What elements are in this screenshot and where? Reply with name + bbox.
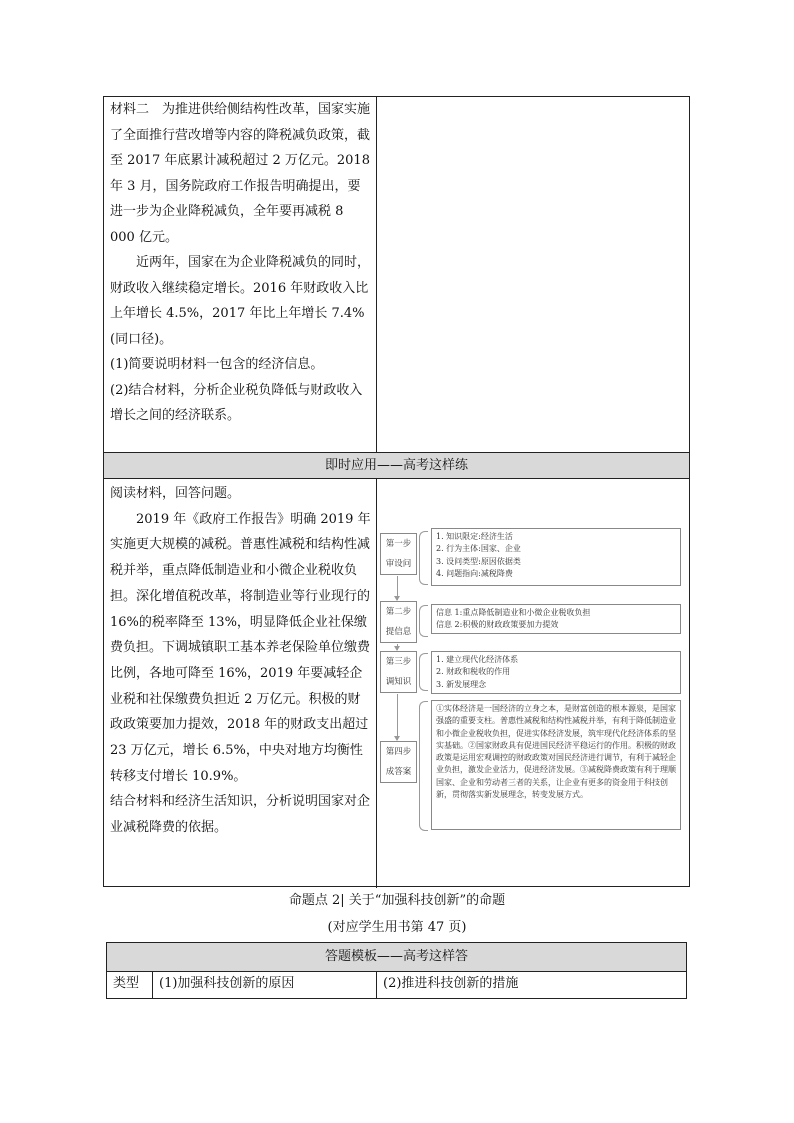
page-reference: (对应学生用书第 47 页) [327,920,467,935]
step-2-item: 信息 1:重点降低制造业和小微企业税收负担 [436,608,591,617]
step-3-label: 第三步 [385,657,412,667]
step-4-content [431,700,681,830]
step-2-content [431,604,681,634]
step-1-box [380,533,417,575]
step-1-content [431,528,681,586]
flow-arrow [397,644,398,650]
step-4-title: 成答案 [385,767,412,777]
step-3-item: 1. 建立现代化经济体系 [436,655,519,664]
reason-header: (1)加强科技创新的原因 [153,972,377,998]
step-1-item: 1. 知识限定:经济生活 [436,532,513,541]
brace [419,653,428,691]
step-3-title: 调知识 [385,677,412,687]
exercise-body: 2019 年《政府工作报告》明确 2019 年实施更大规模的减税。普惠性减税和结构性减税并举，重点降低制造业和小微企业税收负担。深化增值税改革，将制造业等行业现行的 16%的税率降至 13%，明显降低企业社保缴费负担。下调城镇职工基本养老保险单位缴费比例，各地可降至 16%，2019 年要减轻企业税和社保缴费负担近 2 万亿元。积极的财政政策要加力提效，2018 年的财政支出超过 23 万亿元，增长 6.5%，中央对地方均衡性转移支付增长 10.9%。 [110,511,371,784]
step-4-label: 第四步 [385,747,412,757]
table-row [107,972,686,998]
step-1-item: 3. 设问类型:原因依据类 [436,556,521,566]
step-2-item: 信息 2:积极的财政政策要加力提效 [436,620,559,630]
step-4-answer: ①实体经济是一国经济的立身之本，是财富创造的根本源泉，是国家强盛的重要支柱。普惠性减税和结构性减税并举，有利于降低制造业和小微企业税收负担，促进实体经济发展，筑牢现代化经济体系的坚实基础。②国家财政具有促进国民经济平稳运行的作用。积极的财政政策是运用宏观调控的财政政策对国民经济进行调节，有利于减轻企业负担，激发企业活力，促进经济发展。③减税降费政策有利于理顺国家、企业和劳动者三者的关系，让企业有更多的资金用于科技创新，贯彻落实新发展理念，转变发展方式。 [436,704,676,800]
step-1-item: 4. 问题指向:减税降费 [436,568,513,578]
step-3-box [380,651,417,693]
exercise-task: 结合材料和经济生活知识，分析说明国家对企业减税降费的依据。 [110,794,371,836]
practice-band: 即时应用——高考这样练 [104,452,689,479]
brace [419,701,428,831]
step-1-label: 第一步 [385,539,412,549]
material-2-cell [110,97,372,429]
step-3-content [431,651,681,694]
step-1-item: 2. 行为主体:国家、企业 [436,544,521,554]
step-2-label: 第二步 [385,607,412,617]
exercise-intro: 阅读材料，回答问题。 [110,486,241,501]
step-2-box [380,601,417,643]
step-3-item: 2. 财政和税收的作用 [436,667,511,677]
brace [419,531,428,585]
flow-arrow [397,694,398,740]
section-title: 命题点 2| 关于“加强科技创新”的命题 [288,893,506,908]
question-1: (1)简要说明材料一包含的经济信息。 [110,357,324,372]
question-2: (2)结合材料，分析企业税负降低与财政收入增长之间的经济联系。 [110,382,363,423]
step-1-title: 审设问 [385,559,412,569]
answer-template-table [106,942,687,999]
template-band: 答题模板——高考这样答 [107,943,686,972]
material-2-para-2: 近两年，国家在为企业降税减负的同时，财政收入继续稳定增长。2016 年财政收入比上年增长 4.5%，2017 年比上年增长 7.4%(同口径)。 [110,255,371,347]
type-header: 类型 [107,972,153,998]
answer-flowchart [375,525,685,835]
brace [419,605,428,637]
flow-arrow [397,576,398,600]
step-3-item: 3. 新发展理念 [436,679,487,689]
exercise-cell [110,481,372,841]
measure-header: (2)推进科技创新的措施 [383,976,519,991]
column-divider [376,97,377,452]
step-4-box [380,741,417,783]
material-2-para-1: 材料二 为推进供给侧结构性改革，国家实施了全面推行营改增等内容的降税减负政策，截至 2017 年底累计减税超过 2 万亿元。2018 年 3 月，国务院政府工作报告明确提出，要进一步为企业降税减负，全年要再减税 8 000 亿元。 [110,102,371,245]
step-2-title: 提信息 [385,627,412,637]
